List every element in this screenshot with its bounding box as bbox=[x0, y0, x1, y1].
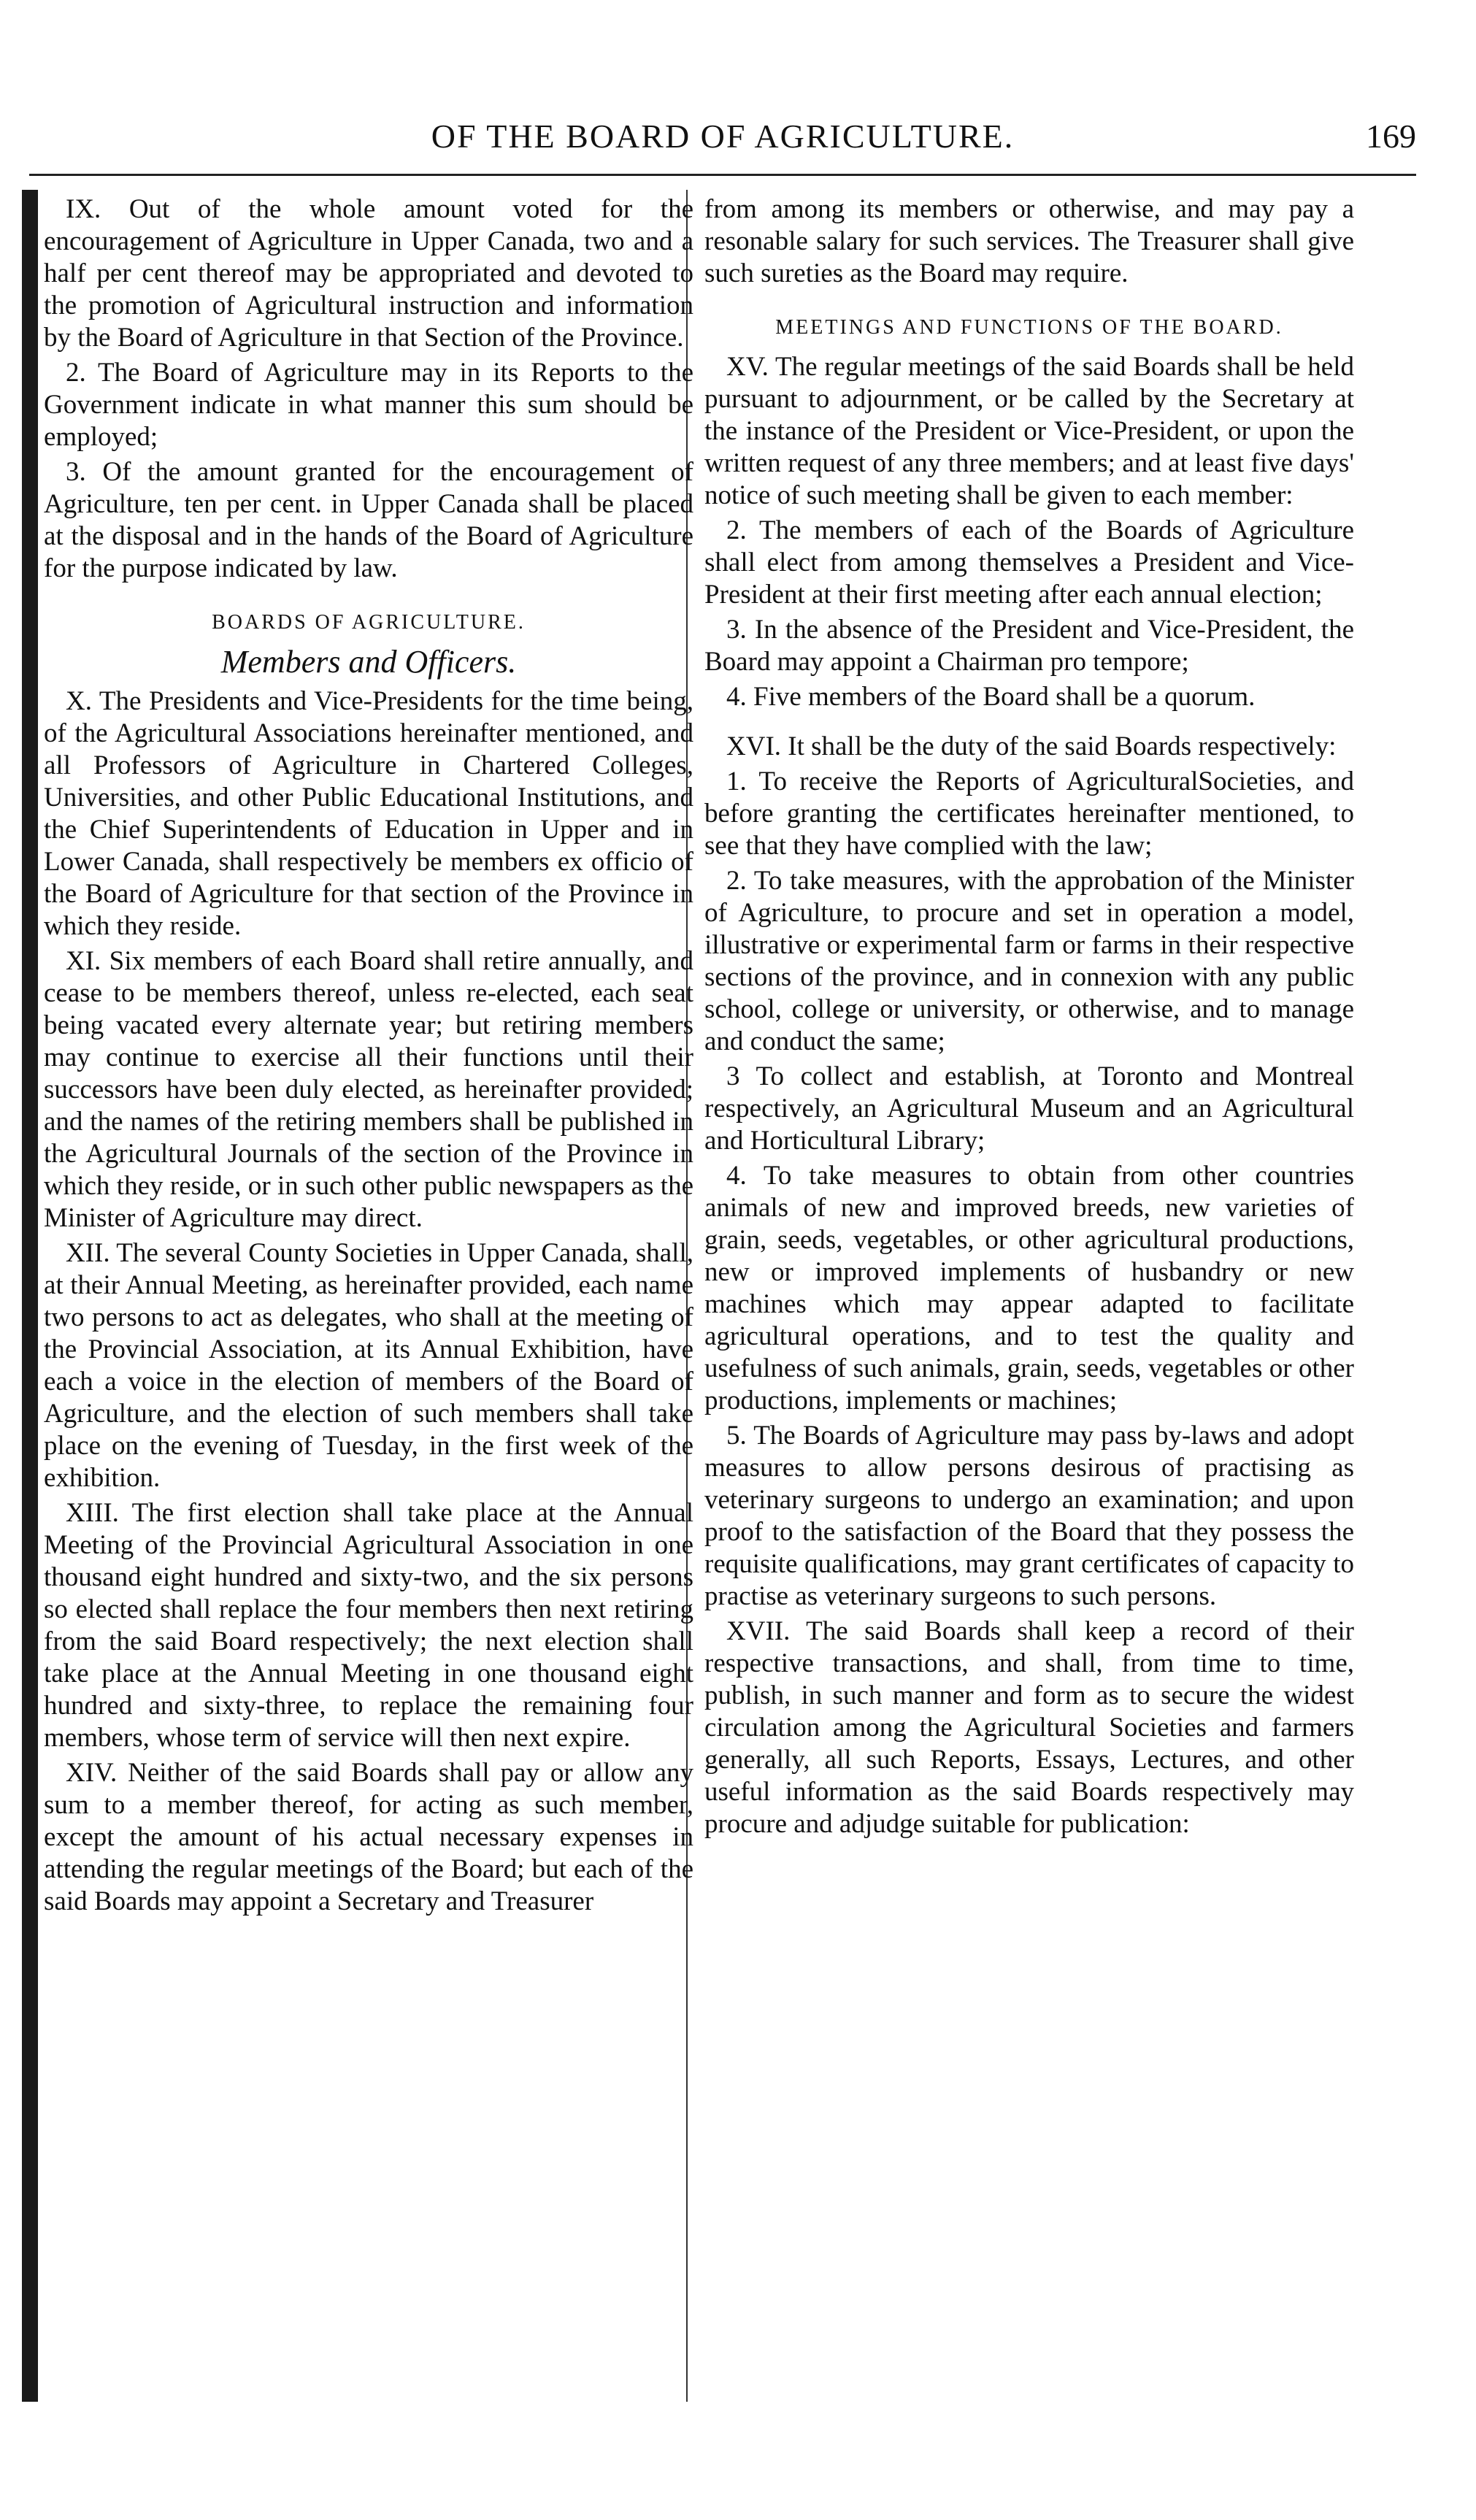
paragraph-x: X. The Presidents and Vice-Presidents for the time being, of the Agricultural Associations hereinafter mentioned, and all Professors of Agriculture in Chartered Colleges, Universities, and other Public Educational Institutions, and the Chief Superintendents of Education in Upper and in Lower Canada, shall respectively be members ex officio of the Board of Agriculture for that section of the Province in which they reside. bbox=[44, 686, 693, 941]
section-heading-meetings: MEETINGS AND FUNCTIONS OF THE BOARD. bbox=[775, 316, 1283, 339]
paragraph-xvi: XVI. It shall be the duty of the said Boards respectively: bbox=[726, 731, 1337, 761]
paragraph-xv-4: 4. Five members of the Board shall be a quorum. bbox=[726, 682, 1256, 712]
paragraph-xiii: XIII. The first election shall take place at the Annual Meeting of the Provincial Agricultural Association in one thousand eight hundred and sixty-two, and the six persons so elected shall replace the four members then next retiring from the said Board respectively; the next election shall take place at the Annual Meeting in one thousand eight hundred and sixty-three, to replace the remaining four members, whose term of service will then next expire. bbox=[44, 1498, 693, 1753]
paragraph-xii: XII. The several County Societies in Upper Canada, shall, at their Annual Meeting, as hereinafter provided, each name two persons to act as delegates, who shall at the meeting of the Provincial Association, at its Annual Exhibition, have each a voice in the election of members of the Board of Agriculture, and the election of such members shall take place on the evening of Tuesday, in the first week of the exhibition. bbox=[44, 1238, 693, 1493]
paragraph-xv-3: 3. In the absence of the President and Vice-President, the Board may appoint a Chairman pro tempore; bbox=[704, 615, 1354, 677]
paragraph-ix-2: 2. The Board of Agriculture may in its Reports to the Government indicate in what manner this sum should be employed; bbox=[44, 358, 693, 452]
paragraph-xvi-4: 4. To take measures to obtain from other countries animals of new and improved breeds, new varieties of grain, seeds, vegetables, or other agricultural productions, new or improved implements of husbandry or new machines which may appear adapted to facilitate agricultural operations, and to test the quality and usefulness of such animals, grain, seeds, vegetables or other productions, implements or machines; bbox=[704, 1161, 1354, 1415]
paragraph-ix: IX. Out of the whole amount voted for the encouragement of Agriculture in Upper Canada, two and a half per cent thereof may be appropriated and devoted to the promotion of Agricultural instruction and information by the Board of Agriculture in that Section of the Province. bbox=[44, 194, 693, 353]
binding-shadow bbox=[22, 190, 38, 2402]
paragraph-xiv: XIV. Neither of the said Boards shall pay or allow any sum to a member thereof, for acting as such member, except the amount of his actual necessary expenses in attending the regular meetings of the Board; but each of the said Boards may appoint a Secretary and Treasurer bbox=[44, 1758, 693, 1916]
paragraph-xvi-3: 3 To collect and establish, at Toronto and Montreal respectively, an Agricultural Museum and an Agricultural and Horticultural Library; bbox=[704, 1061, 1354, 1156]
paragraph-xvii: XVII. The said Boards shall keep a record of their respective transactions, and shall, from time to time, publish, in such manner and form as to secure the widest circulation among the Agricultural Societies and farmers generally, all such Reports, Essays, Lectures, and other useful information as the said Boards respectively may procure and adjudge suitable for publication: bbox=[704, 1616, 1354, 1839]
paragraph-ix-3: 3. Of the amount granted for the encouragement of Agriculture, ten per cent. in Upper Canada shall be placed at the disposal and in the hands of the Board of Agriculture for the purpose indicated by law. bbox=[44, 457, 693, 583]
running-title: OF THE BOARD OF AGRICULTURE. bbox=[431, 118, 1015, 155]
paragraph-xvi-5: 5. The Boards of Agriculture may pass by-laws and adopt measures to allow persons desirous of practising as veterinary surgeons to undergo an examination; and upon proof to the satisfaction of the Board that they possess the requisite qualifications, may grant certificates of capacity to practise as veterinary surgeons to such persons. bbox=[704, 1421, 1354, 1611]
page-header bbox=[29, 110, 1416, 161]
paragraph-xvi-2: 2. To take measures, with the approbation of the Minister of Agriculture, to procure and set in operation a model, illustrative or experimental farm or farms in their respective sections of the province, and in connexion with any public school, college or university, or otherwise, and to manage and conduct the same; bbox=[704, 866, 1354, 1056]
left-column bbox=[44, 193, 693, 1921]
section-heading-boards: BOARDS OF AGRICULTURE. bbox=[212, 611, 526, 634]
paragraph-continued: from among its members or otherwise, and may pay a resonable salary for such services. The Treasurer shall give such sureties as the Board may require. bbox=[704, 194, 1354, 288]
paragraph-xi: XI. Six members of each Board shall retire annually, and cease to be members thereof, unless re-elected, each seat being vacated every alternate year; but retiring members may continue to exercise all their functions until their successors have been duly elected, as hereinafter provided; and the names of the retiring members shall be published in the Agricultural Journals of the section of the Province in which they reside, or in such other public newspapers as the Minister of Agriculture may direct. bbox=[44, 946, 693, 1233]
paragraph-xv-2: 2. The members of each of the Boards of Agriculture shall elect from among themselves a President and Vice-President at their first meeting after each annual election; bbox=[704, 515, 1354, 610]
paragraph-xvi-1: 1. To receive the Reports of AgriculturalSocieties, and before granting the certificates hereinafter mentioned, to see that they have complied with the law; bbox=[704, 767, 1354, 861]
page-number: 169 bbox=[1366, 118, 1416, 155]
section-subheading-members: Members and Officers. bbox=[220, 644, 517, 680]
paragraph-xv: XV. The regular meetings of the said Boards shall be held pursuant to adjournment, or be called by the Secretary at the instance of the President or Vice-President, or upon the written request of any three members; and at least five days' notice of such meeting shall be given to each member: bbox=[704, 352, 1354, 510]
header-rule bbox=[29, 174, 1416, 176]
right-column bbox=[704, 193, 1354, 1843]
